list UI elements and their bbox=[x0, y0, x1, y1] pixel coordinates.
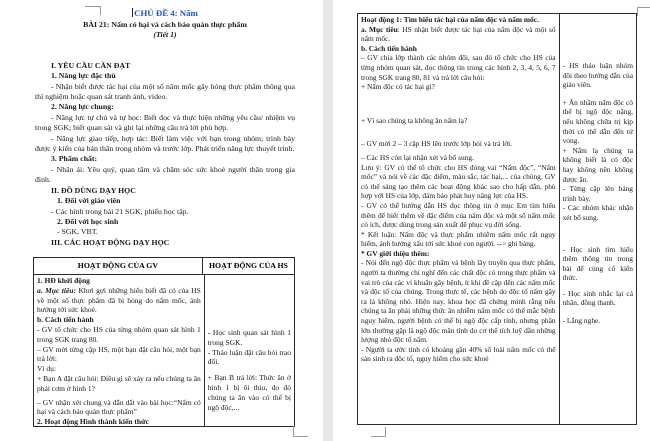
gv-column-header: HOẠT ĐỘNG CỦA GV bbox=[34, 258, 203, 274]
paragraph bbox=[37, 315, 201, 325]
text-run: – Các HS còn lại nhận xét và bổ sung. bbox=[361, 152, 474, 162]
text-run: * Kết luận: Nấm độc và thực phẩm nhiễm nấm mốc rất nguy hiểm, ảnh hưởng xấu tới sức khoẻ con người. --> ghi bảng. bbox=[361, 229, 556, 249]
paragraph bbox=[361, 345, 556, 364]
text-run: 1. Năng lực đặc thù bbox=[51, 71, 116, 81]
paragraph bbox=[208, 348, 291, 368]
text-cursor bbox=[132, 8, 133, 17]
text-run: Ví dụ: bbox=[37, 364, 56, 374]
paragraph bbox=[361, 230, 556, 249]
heading-3 bbox=[35, 154, 295, 164]
paragraph bbox=[37, 417, 201, 426]
paragraph bbox=[208, 328, 291, 348]
hs-activities-cell-page2 bbox=[560, 14, 636, 424]
heading-2 bbox=[35, 102, 295, 112]
document-page-1[interactable] bbox=[0, 0, 323, 441]
heading-1 bbox=[35, 71, 295, 81]
text-run: + Nấm lạ chúng ta không biết là có độc hay không nên không được ăn. bbox=[562, 145, 633, 184]
heading-III bbox=[35, 238, 295, 248]
text-run: - Học sinh nhắc lại cá nhân, đồng thanh. bbox=[562, 288, 633, 308]
text-run: – GV nhận xét chung và dẫn dắt vào bài học:“Nấm có hại và cách bảo quản thực phẩm” bbox=[37, 397, 201, 417]
text-run: b. Cách tiến hành bbox=[37, 315, 94, 325]
paragraph bbox=[563, 184, 633, 203]
paragraph bbox=[37, 276, 201, 286]
paragraph bbox=[361, 163, 556, 201]
paragraph bbox=[37, 286, 201, 315]
text-run: - Nói đến ngộ độc thực phẩm và bệnh lây truyền qua thực phẩm, người ta thường chỉ nghĩ đến các chất độc có trong thực phẩm và vai trò của các vi khuẩn gây bệnh, ít khi đề cập đến các nấm mốc và độc tố của chúng. Trong thực tế, các bệnh do độc tố nấm gây ra là không nhỏ. Hiện nay, khoa học đã chứng minh rằng nếu chúng ta ăn phải những thức ăn nhiễm nấm mốc có thể mắc bệnh nguy hiểm, người bệnh có thể bị ngộ độc cấp tính, nhưng phần lớn thường gặp là ngộ độc mãn tính do cơ thể tích luỹ dần những lượng nhỏ độc tố nấm. bbox=[361, 258, 556, 345]
paragraph bbox=[35, 227, 295, 237]
spacer bbox=[563, 308, 633, 316]
text-run: + Bạn B trả lời: Thức ăn ở hình 1 bị ôi thiu, do đó chúng ta ăn vào có thể bị ngộ độc,... bbox=[207, 373, 291, 412]
text-run: BÀI 21: Nấm có hại và cách bảo quản thực phẩm bbox=[83, 20, 247, 29]
activities-table-row bbox=[34, 275, 294, 426]
text-run: b. Cách tiến hành bbox=[361, 43, 417, 53]
text-run: (Tiết 1) bbox=[153, 30, 177, 40]
text-run: - Thảo luận đặt câu hỏi trao đổi. bbox=[207, 347, 291, 367]
text-run: a. Mục tiêu: bbox=[37, 285, 79, 295]
paragraph bbox=[35, 165, 295, 186]
text-run: - HS thảo luận nhóm đôi theo hướng dẫn của giáo viên. bbox=[562, 61, 633, 90]
document-page-2[interactable] bbox=[333, 0, 650, 441]
paragraph bbox=[361, 258, 556, 344]
page1-body-text bbox=[35, 7, 295, 256]
paragraph bbox=[361, 249, 556, 259]
spacer bbox=[563, 90, 633, 98]
paragraph bbox=[361, 82, 556, 92]
text-run: - Lắng nghe. bbox=[562, 316, 601, 326]
spacer bbox=[361, 92, 556, 116]
text-run: 2. Hoạt động Hình thành kiến thức bbox=[37, 417, 149, 426]
paragraph bbox=[37, 398, 201, 418]
text-run: II. ĐỒ DÙNG DẠY HỌC bbox=[51, 185, 136, 195]
text-run: - Học sinh quan sát hình 1 trong SGK. bbox=[207, 328, 291, 347]
paragraph bbox=[361, 116, 556, 126]
paragraph bbox=[563, 289, 633, 308]
text-run: – GV mời 2 – 3 cặp HS lên trước lớp hỏi và trả lời. bbox=[361, 139, 513, 149]
paragraph bbox=[35, 113, 295, 134]
paragraph bbox=[35, 82, 295, 103]
paragraph bbox=[35, 207, 295, 217]
paragraph bbox=[563, 98, 633, 146]
text-run: 1. HĐ khởi động bbox=[37, 276, 90, 285]
text-run: + Nấm độc có tác hại gì? bbox=[361, 82, 435, 92]
paragraph bbox=[361, 44, 556, 54]
doc-topic-title bbox=[35, 7, 295, 20]
text-run: Lưu ý: GV có thể tổ chức cho HS đóng vai “Nấm độc”, “Nấm mốc” và nói về các đặc điểm, màu sắc, tác hại,... của chúng. GV có thể sáng tạo thêm các hoạt động khác sao cho hấp dẫn, phù hợp với HS của lớp, đảm bảo phát huy năng lực của HS. bbox=[361, 162, 556, 201]
text-run: + Vì sao chúng ta không ăn nấm lạ? bbox=[361, 115, 468, 125]
text-run: - Nhận biết được tác hại của một số nấm mốc gây hỏng thực phẩm thông qua thí nghiệm hoặc quan sát tranh ảnh, video. bbox=[35, 81, 295, 102]
paragraph bbox=[361, 153, 556, 163]
activities-table-header bbox=[34, 258, 294, 275]
text-run: 2. Năng lực chung: bbox=[51, 102, 114, 112]
paragraph bbox=[563, 316, 633, 326]
margin-crop-mark bbox=[637, 7, 650, 16]
text-run: - GV tổ chức cho HS của từng nhóm quan sát hình 1 trong SGK trang 80. bbox=[37, 324, 201, 344]
text-run: - SGK, VBT. bbox=[57, 227, 98, 237]
paragraph bbox=[35, 196, 295, 206]
gv-activities-cell-page2 bbox=[358, 14, 560, 424]
paragraph bbox=[563, 146, 633, 184]
activities-table-page2 bbox=[357, 13, 637, 425]
page-gap-divider bbox=[323, 0, 333, 441]
heading-I bbox=[35, 61, 295, 71]
text-run: + Ăn nhầm nấm độc có thể bị ngộ độc nặng, nếu không chữa trị kịp thời có thể dẫn đến tử vong. bbox=[562, 97, 633, 146]
text-run: III. CÁC HOẠT ĐỘNG DẠY HỌC bbox=[51, 237, 170, 247]
paragraph bbox=[563, 61, 633, 90]
paragraph bbox=[37, 325, 201, 345]
text-run: - Các nhóm khác nhận xét bổ sung. bbox=[562, 203, 633, 222]
text-run: - GV có thể hướng dẫn HS đọc thông tin ở mục Em tìm hiểu thêm để biết thêm về đặc điểm của nấm độc và một số nấm mốc có ích, được dùng trong sản xuất để phục vụ đời sống. bbox=[361, 200, 556, 230]
paragraph bbox=[37, 345, 201, 365]
text-run: - Học sinh tìm hiểu thêm thông tin trong bài để củng cố kiến thức. bbox=[562, 244, 633, 283]
text-run: - Các hình trong bài 21 SGK, phiếu học tập. bbox=[51, 206, 189, 216]
spacer bbox=[208, 276, 291, 328]
paragraph bbox=[37, 364, 201, 374]
paragraph bbox=[37, 374, 201, 394]
text-run: Hoạt động 1: Tìm hiểu tác hại của nấm độc và nấm mốc. bbox=[361, 15, 539, 24]
text-run: a. Mục tiêu bbox=[361, 24, 398, 34]
paragraph bbox=[35, 217, 295, 227]
text-run: I. YÊU CẦU CẦN ĐẠT bbox=[51, 60, 131, 70]
text-run: – GV chia lớp thành các nhóm đôi, sau đó tổ chức cho HS của từng nhóm quan sát, đọc thông tin trong các hình 2, 3, 4, 5, 6, 7 trong SGK trang 80, 81 và trả lời câu hỏi: bbox=[361, 53, 556, 82]
margin-crop-mark bbox=[85, 6, 101, 15]
text-run: + Bạn A đặt câu hỏi: Điều gì sẽ xảy ra nếu chúng ta ăn phải cơm ở hình 1? bbox=[37, 373, 201, 393]
text-run: : HS nhận biết được tác hại của nấm độc và một số nấm mốc. bbox=[361, 24, 556, 44]
spacer bbox=[563, 223, 633, 245]
hs-activities-cell bbox=[205, 275, 294, 426]
text-run: - Người ta ước tính có khoảng gần 40% số loài nấm mốc có thể sản sinh ra độc tố, nguy hiểm cho sức khoẻ bbox=[361, 344, 556, 364]
hs-column-header: HOẠT ĐỘNG CỦA HS bbox=[208, 261, 288, 270]
text-run: - Từng cặp lên bảng trình bày. bbox=[562, 184, 633, 203]
paragraph bbox=[361, 201, 556, 230]
paragraph bbox=[361, 139, 556, 149]
text-run: Khơi gợi những hiểu biết đã có của HS về một số thực phẩm đã bị hỏng do nấm mốc, ảnh hưởng tới sức khoẻ. bbox=[37, 285, 201, 315]
text-run: * GV giới thiệu thêm: bbox=[361, 248, 430, 258]
text-run: - Nhân ái: Yêu quý, quan tâm và chăm sóc sức khoẻ người thân trong gia đình. bbox=[35, 164, 295, 185]
text-run: 2. Đối với học sinh bbox=[57, 216, 119, 226]
paragraph bbox=[563, 203, 633, 222]
paragraph bbox=[208, 373, 291, 412]
margin-crop-mark bbox=[371, 427, 386, 437]
text-run: – GV mời từng cặp HS, một bạn đặt câu hỏi, một bạn trả lời: bbox=[37, 344, 201, 364]
lesson-part bbox=[35, 30, 295, 40]
lesson-title bbox=[35, 20, 295, 30]
spacer bbox=[361, 125, 556, 139]
spacer bbox=[563, 15, 633, 61]
gv-activities-cell bbox=[34, 275, 205, 426]
paragraph bbox=[361, 53, 556, 82]
activities-table-page1 bbox=[33, 257, 295, 427]
text-run: - Năng lực giao tiếp, hợp tác: Biết làm việc với bạn trong nhóm; trình bày được ý kiến của bản thân trong nhóm và trước lớp. Phát triển năng lực thuyết trình. bbox=[35, 133, 295, 154]
paragraph bbox=[563, 245, 633, 283]
spacer bbox=[35, 41, 295, 61]
heading-II bbox=[35, 186, 295, 196]
text-run: 3. Phẩm chất: bbox=[51, 154, 98, 164]
paragraph bbox=[35, 134, 295, 155]
text-run: CHỦ ĐỀ 4: Nấm bbox=[134, 8, 198, 18]
text-run: 1. Đối với giáo viên bbox=[57, 196, 121, 206]
margin-crop-mark bbox=[293, 426, 308, 437]
paragraph bbox=[361, 15, 556, 25]
paragraph bbox=[361, 25, 556, 44]
text-run: - Năng lực tự chủ và tự học: Biết đọc và thực hiện những yêu cầu/ nhiệm vụ trong SGK; biết quan sát và ghi lại những câu trả lời phù hợp. bbox=[35, 112, 295, 133]
